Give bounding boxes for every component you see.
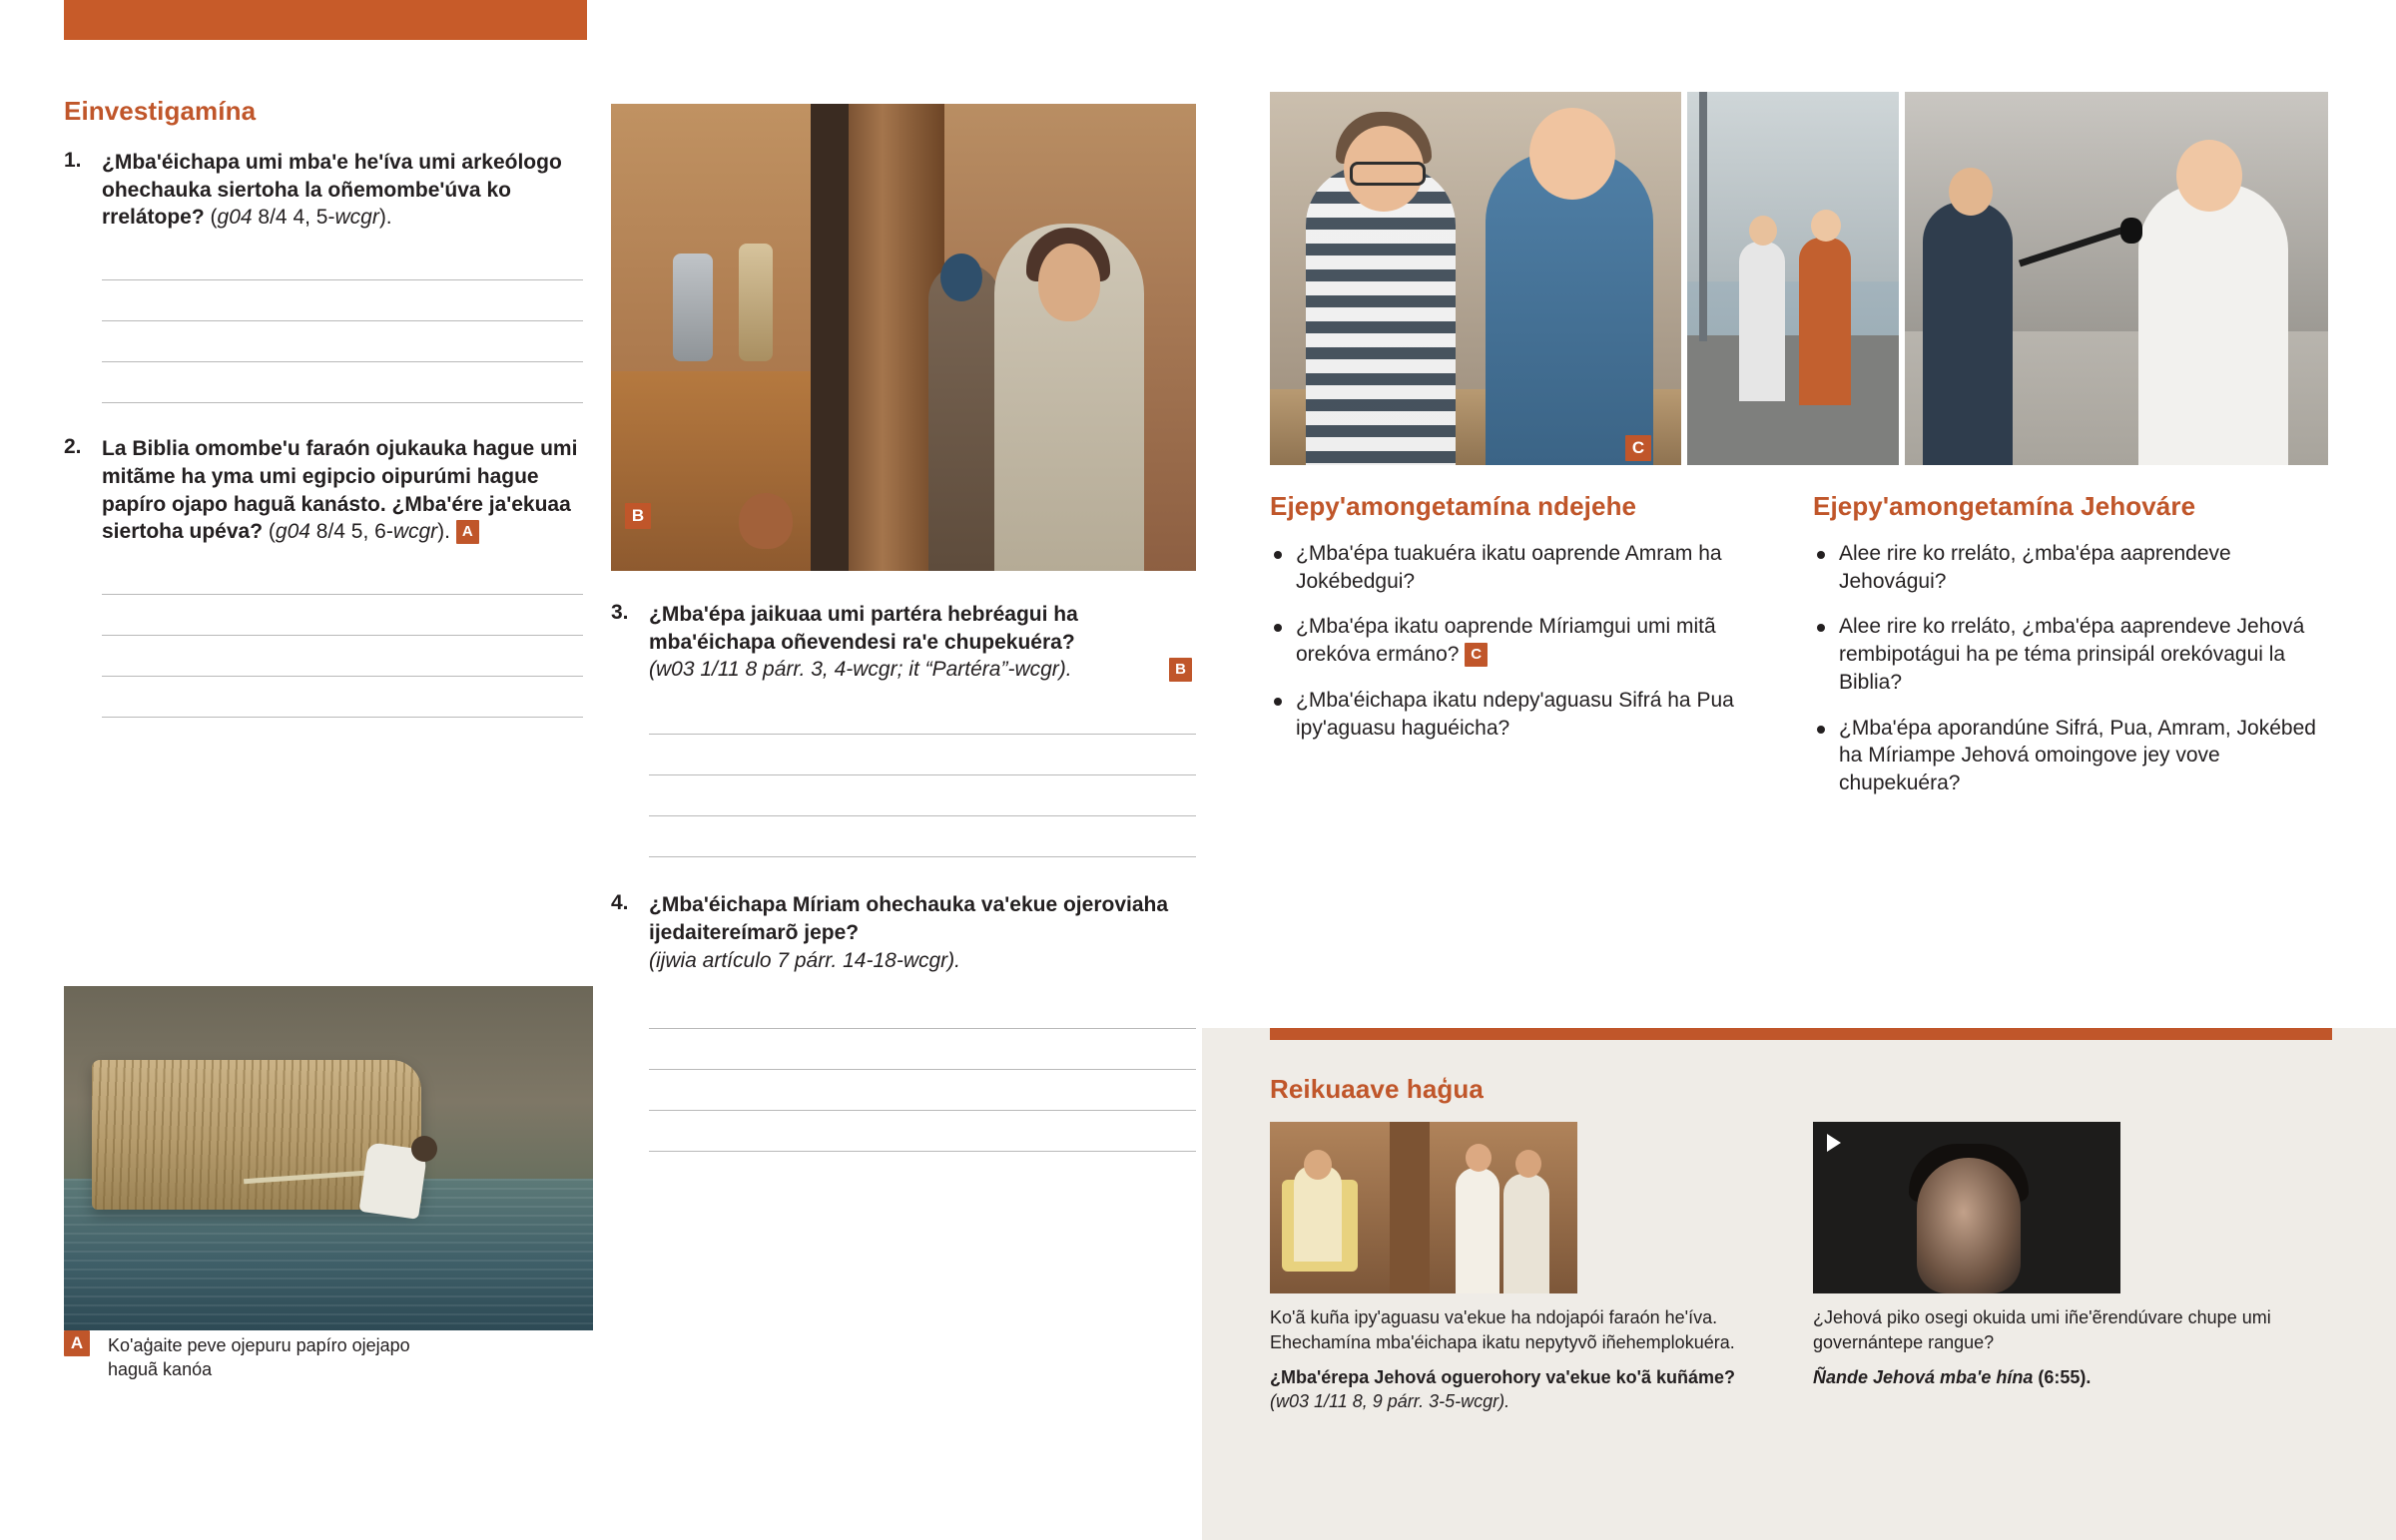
list-item [1813, 540, 2332, 595]
answer-lines[interactable] [649, 988, 1196, 1152]
answer-lines[interactable] [649, 694, 1196, 857]
caption-reference: (w03 1/11 8, 9 párr. 3-5-wcgr). [1270, 1391, 1510, 1412]
photo-children-drawing [1270, 92, 1681, 465]
photo-girl-head [1529, 108, 1615, 200]
photo-street-pole [1699, 92, 1707, 341]
answer-lines[interactable] [102, 240, 583, 403]
answer-line[interactable] [102, 554, 583, 595]
question-ref-tail: ). [437, 520, 450, 544]
video-pharaoh-body [1294, 1166, 1342, 1262]
question-ref-code: wcgr [334, 206, 379, 230]
bullet-text: ¿Mba'épa tuakuéra ikatu oaprende Amram ha Jokébedgui? [1296, 542, 1722, 593]
question-item [611, 891, 1196, 1152]
question-number: 3. [611, 601, 629, 624]
photo-person [739, 244, 773, 361]
photo-child-one-body [1739, 242, 1785, 401]
list-item [1813, 715, 2332, 797]
section-title-learn-more: Reikuaave haģua [1270, 1074, 1484, 1104]
question-text [649, 891, 1196, 946]
caption-video-title: Ñande Jehová mba'e hína [1813, 1366, 2034, 1387]
answer-line[interactable] [649, 694, 1196, 735]
question-ref-rest: 8/4 5, 6- [309, 520, 393, 544]
answer-line[interactable] [649, 775, 1196, 816]
photo-egypt-scene [611, 104, 1196, 571]
figure-badge-c: C [1465, 643, 1488, 667]
bullet-text: ¿Mba'épa ikatu oaprende Míriamgui umi mitã orekóva ermáno? [1296, 615, 1716, 667]
figure-badge-b-marker: B [625, 503, 651, 529]
question-text: ¿Mba'éichapa umi mba'e he'íva umi arkeólogo ohechauka siertoha la oñemombe'úva ko rrelátope? (g04 8/4 4, 5-wcgr). [102, 151, 562, 230]
question-ref-pub: g04 [275, 520, 310, 544]
answer-line[interactable] [649, 1029, 1196, 1070]
question-text: La Biblia omombe'u faraón ojukauka hague umi mitãme ha yma umi egipcio oipurúmi hague papíro ojapo haguã kanásto. ¿Mba'ére ja'ekuaa siertoha upéva? (g04 8/4 5, 6-wcgr). A [102, 437, 578, 544]
question-number: 4. [611, 891, 629, 915]
photo-child-two-body [1799, 238, 1851, 405]
reflect-yourself-block [1270, 491, 1779, 760]
left-column [64, 96, 583, 718]
photo-child-one-head [1749, 216, 1777, 246]
question-number: 1. [64, 149, 82, 172]
figure-a [64, 986, 593, 1380]
figure-a-caption: Ko'aģaite peve ojepuru papíro ojejapo haguã kanóa [108, 1335, 410, 1380]
question-prompt: ¿Mba'éichapa umi mba'e he'íva umi arkeólogo ohechauka siertoha la oñemombe'úva ko rrelátope? [102, 151, 562, 230]
figure-c-photo-strip [1270, 92, 2332, 465]
photo-woman-back [928, 263, 1000, 571]
photo-child-two-head [1811, 210, 1841, 242]
video-two-caption [1813, 1305, 2272, 1389]
photo-girl-body [2138, 184, 2288, 465]
answer-line[interactable] [102, 280, 583, 321]
section-title-einvestigamina: Einvestigamína [64, 96, 257, 126]
photo-boy-head [1949, 168, 1993, 216]
video-woman-one-head [1466, 1144, 1492, 1172]
answer-line[interactable] [649, 816, 1196, 857]
question-ref-pub: g04 [217, 206, 253, 230]
caption-duration: (6:55). [2033, 1366, 2092, 1387]
photo-glasses [1350, 162, 1426, 186]
answer-line[interactable] [649, 988, 1196, 1029]
list-item [1270, 613, 1779, 668]
video-man-face [1917, 1158, 2021, 1293]
photo-girl-head [2176, 140, 2242, 212]
question-ref-rest: 8/4 4, 5- [252, 206, 335, 230]
bullet-list [1270, 540, 1779, 742]
video-woman-one-body [1456, 1168, 1499, 1293]
answer-line[interactable] [102, 677, 583, 718]
question-item [611, 601, 1196, 857]
caption-text: ¿Jehová piko osegi okuida umi iñe'ẽrendúvare chupe umi governántepe rangue? [1813, 1307, 2271, 1352]
question-prompt: La Biblia omombe'u faraón ojukauka hague umi mitãme ha yma umi egipcio oipurúmi hague papíro ojapo haguã kanásto. ¿Mba'ére ja'ekuaa siertoha upéva? [102, 437, 578, 544]
answer-line[interactable] [649, 735, 1196, 775]
list-item [1270, 687, 1779, 742]
answer-line[interactable] [649, 1070, 1196, 1111]
photo-papyrus-boat [64, 986, 593, 1330]
photo-meeting-microphone [1905, 92, 2328, 465]
answer-line[interactable] [102, 595, 583, 636]
section-title-reflect-jehovah: Ejepy'amongetamína Jehováre [1813, 491, 2196, 521]
photo-doorway [811, 104, 853, 571]
question-ref-tail: ). [378, 206, 392, 230]
figure-badge-a: A [456, 520, 479, 544]
answer-line[interactable] [102, 636, 583, 677]
caption-question: ¿Mba'érepa Jehová oguerohory va'ekue ko'ã kuñáme? [1270, 1366, 1735, 1387]
bullet-text: ¿Mba'épa aporandúne Sifrá, Pua, Amram, Jokébed ha Míriampe Jehová omoingove jey vove chupekuéra? [1839, 716, 2316, 795]
question-prompt: ¿Mba'épa jaikuaa umi partéra hebréagui ha mba'éichapa oñevendesi ra'e chupekuéra? [649, 603, 1078, 654]
photo-boy-body [1923, 202, 2013, 465]
figure-badge-b: B [1169, 658, 1192, 682]
video-thumbnail-jehovah-care[interactable] [1813, 1122, 2120, 1293]
question-text [649, 601, 1196, 656]
caption-text: Ko'ã kuña ipy'aguasu va'ekue ha ndojapói faraón he'íva. Ehechamína mba'éichapa ikatu nepytyvõ iñehemplokuéra. [1270, 1307, 1735, 1352]
middle-column [611, 104, 1196, 1152]
bullet-text: Alee rire ko rreláto, ¿mba'épa aaprendeve Jehová rembipotágui ha pe téma prinsipál orekóvagui la Biblia? [1839, 615, 2305, 694]
play-icon[interactable] [1827, 1134, 1841, 1152]
list-item [1270, 540, 1779, 595]
answer-line[interactable] [102, 240, 583, 280]
question-reference: (ijwia artículo 7 párr. 14-18-wcgr). [649, 948, 960, 972]
photo-children-walking [1687, 92, 1899, 465]
list-item [1813, 613, 2332, 696]
photo-wall [611, 104, 821, 403]
photo-woman-face [1038, 244, 1100, 321]
question-ref-code: wcgr [392, 520, 438, 544]
answer-line[interactable] [649, 1111, 1196, 1152]
photo-man-head [411, 1136, 437, 1162]
top-accent-bar [64, 0, 587, 40]
answer-lines[interactable] [102, 554, 583, 718]
video-pharaoh-head [1304, 1150, 1332, 1180]
photo-building [1687, 92, 1899, 281]
question-item [64, 435, 583, 718]
video-woman-two-head [1515, 1150, 1541, 1178]
answer-line[interactable] [102, 321, 583, 362]
figure-badge-c-marker: C [1625, 435, 1651, 461]
answer-line[interactable] [102, 362, 583, 403]
video-thumbnail-midwives[interactable] [1270, 1122, 1577, 1293]
microphone-head-icon [2120, 218, 2142, 244]
video-pillar [1390, 1122, 1430, 1293]
photo-road [1687, 335, 1899, 465]
question-number: 2. [64, 435, 82, 459]
section-title-reflect-self: Ejepy'amongetamína ndejehe [1270, 491, 1637, 521]
bullet-list [1813, 540, 2332, 797]
photo-woman-back-head [940, 254, 982, 301]
photo-soldier [673, 254, 713, 361]
question-reference: (w03 1/11 8 párr. 3, 4-wcgr; it “Partéra”-wcgr). [649, 658, 1072, 682]
reflect-jehovah-block [1813, 491, 2332, 815]
video-woman-two-body [1503, 1174, 1549, 1293]
learn-more-accent-bar [1270, 1028, 2332, 1040]
question-item [64, 149, 583, 403]
bullet-text: ¿Mba'éichapa ikatu ndepy'aguasu Sifrá ha Pua ipy'aguasu haguéicha? [1296, 688, 1734, 740]
photo-jar [739, 493, 793, 549]
bullet-text: Alee rire ko rreláto, ¿mba'épa aaprendeve Jehovágui? [1839, 542, 2231, 593]
video-one-caption [1270, 1305, 1779, 1414]
figure-badge-a-marker: A [64, 1330, 90, 1356]
question-prompt: ¿Mba'éichapa Míriam ohechauka va'ekue ojeroviaha ijedaitereímarõ jepe? [649, 893, 1169, 944]
